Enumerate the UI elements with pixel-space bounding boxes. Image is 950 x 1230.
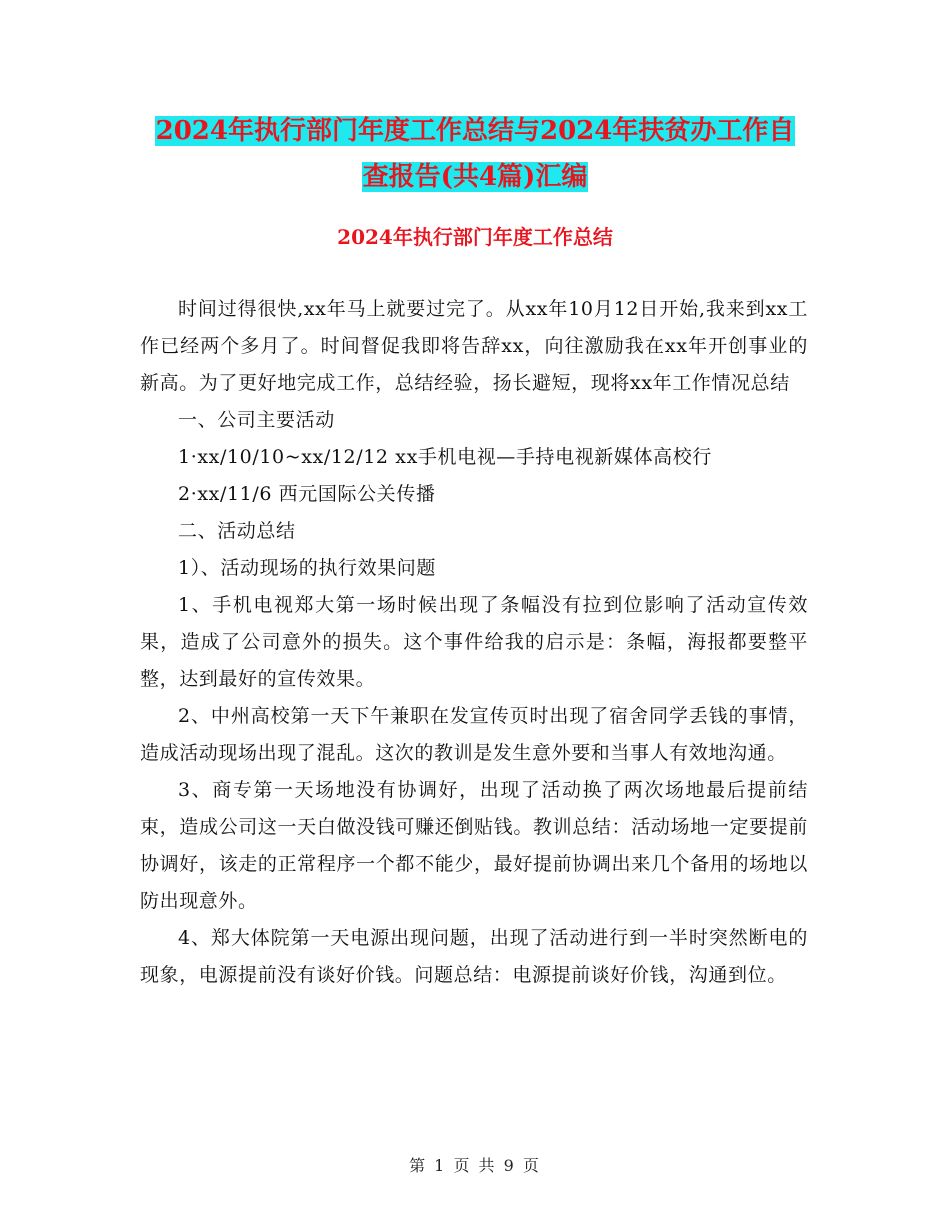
heading-activity-summary: 二、活动总结 [178,520,296,542]
document-body [140,291,808,994]
paragraph-issue-1: 1、手机电视郑大第一场时候出现了条幅没有拉到位影响了活动宣传效果，造成了公司意外的损失。这个事件给我的启示是：条幅，海报都要整平整，达到最好的宣传效果。 [140,594,808,690]
section-title: 2024年执行部门年度工作总结 [337,225,613,249]
paragraph-intro: 时间过得很快,xx年马上就要过完了。从xx年10月12日开始,我来到xx工作已经两个多月了。时间督促我即将告辞xx，向往激励我在xx年开创事业的新高。为了更好地完成工作，总结经验，扬长避短，现将xx年工作情况总结 [140,298,808,394]
document-title-line-2: 查报告(共4篇)汇编 [362,162,588,192]
paragraph-issue-3: 3、商专第一天场地没有协调好，出现了活动换了两次场地最后提前结束，造成公司这一天白做没钱可赚还倒贴钱。教训总结：活动场地一定要提前协调好，该走的正常程序一个都不能少，最好提前协调出来几个备用的场地以防出现意外。 [140,779,808,912]
document-title [140,108,810,200]
paragraph-issue-2: 2、中州高校第一天下午兼职在发宣传页时出现了宿舍同学丢钱的事情，造成活动现场出现了混乱。这次的教训是发生意外要和当事人有效地沟通。 [140,705,808,764]
subheading-execution-issues: 1）、活动现场的执行效果问题 [178,557,436,579]
activity-item-1: 1·xx/10/10~xx/12/12 xx手机电视—手持电视新媒体高校行 [178,446,712,468]
document-title-line-1: 2024年执行部门年度工作总结与2024年扶贫办工作自 [155,116,795,146]
paragraph-issue-4: 4、郑大体院第一天电源出现问题，出现了活动进行到一半时突然断电的现象，电源提前没有谈好价钱。问题总结：电源提前谈好价钱，沟通到位。 [140,927,808,986]
activity-item-2: 2·xx/11/6 西元国际公关传播 [178,483,436,505]
page-footer: 第 1 页 共 9 页 [409,1156,541,1175]
heading-main-activities: 一、公司主要活动 [178,409,335,431]
